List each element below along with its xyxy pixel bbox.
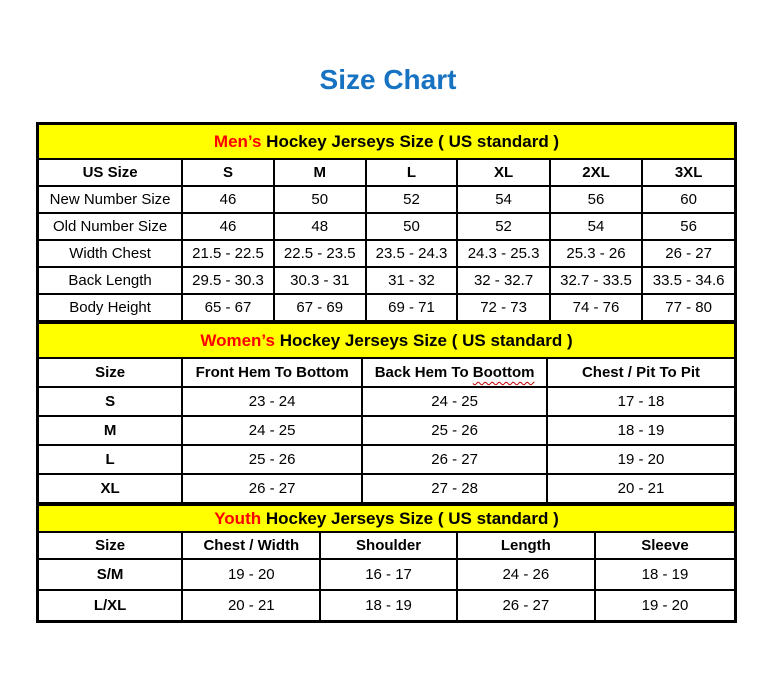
womens-column-header: Chest / Pit To Pit: [547, 359, 734, 387]
womens-cell: 18 - 19: [547, 416, 734, 445]
mens-table: [39, 160, 734, 322]
mens-column-header: M: [274, 160, 366, 186]
page-title: Size Chart: [319, 64, 457, 95]
mens-cell: 21.5 - 22.5: [182, 240, 274, 267]
mens-cell: 32 - 32.7: [457, 267, 549, 294]
mens-cell: 24.3 - 25.3: [457, 240, 549, 267]
womens-header-accent: Women’s: [200, 331, 275, 350]
mens-cell: 46: [182, 186, 274, 213]
youth-column-header: Length: [457, 533, 595, 559]
womens-cell: 23 - 24: [182, 387, 362, 416]
mens-cell: 22.5 - 23.5: [274, 240, 366, 267]
youth-table-row: [39, 559, 734, 590]
mens-table-row: [39, 240, 734, 267]
youth-row-label: S/M: [39, 559, 182, 590]
womens-row-label: L: [39, 445, 182, 474]
mens-cell: 72 - 73: [457, 294, 549, 321]
mens-cell: 50: [366, 213, 458, 240]
womens-header-row: [39, 359, 734, 387]
mens-table-row: [39, 213, 734, 240]
womens-cell: 25 - 26: [362, 416, 547, 445]
youth-section-header: [39, 504, 734, 533]
mens-header-row: [39, 160, 734, 186]
mens-cell: 56: [642, 213, 734, 240]
youth-section: [39, 504, 734, 620]
mens-header-text: Hockey Jerseys Size ( US standard ): [261, 132, 560, 151]
womens-cell: 17 - 18: [547, 387, 734, 416]
mens-cell: 56: [550, 186, 642, 213]
mens-header-accent: Men’s: [213, 132, 262, 151]
youth-table: [39, 533, 734, 620]
womens-header-text: Hockey Jerseys Size ( US standard ): [274, 331, 573, 350]
size-chart: [36, 122, 737, 623]
mens-column-header: 3XL: [642, 160, 734, 186]
womens-table: [39, 359, 734, 504]
mens-column-header: L: [366, 160, 458, 186]
mens-row-label: Old Number Size: [39, 213, 182, 240]
youth-column-header: Sleeve: [595, 533, 734, 559]
youth-table-row: [39, 590, 734, 620]
womens-table-row: [39, 474, 734, 503]
womens-column-header: Front Hem To Bottom: [182, 359, 362, 387]
mens-cell: 77 - 80: [642, 294, 734, 321]
womens-table-row: [39, 387, 734, 416]
mens-cell: 32.7 - 33.5: [550, 267, 642, 294]
mens-table-row: [39, 186, 734, 213]
womens-row-label: XL: [39, 474, 182, 503]
youth-cell: 19 - 20: [595, 590, 734, 620]
mens-column-header: S: [182, 160, 274, 186]
womens-section-header: [39, 322, 734, 359]
womens-section: [39, 322, 734, 504]
mens-cell: 25.3 - 26: [550, 240, 642, 267]
mens-cell: 60: [642, 186, 734, 213]
womens-cell: 20 - 21: [547, 474, 734, 503]
mens-section-header: [39, 125, 734, 160]
womens-column-header: Back Hem To Boottom: [362, 359, 547, 387]
youth-cell: 19 - 20: [182, 559, 320, 590]
mens-column-header: 2XL: [550, 160, 642, 186]
youth-cell: 20 - 21: [182, 590, 320, 620]
youth-header-text: Hockey Jerseys Size ( US standard ): [261, 509, 559, 528]
mens-cell: 54: [457, 186, 549, 213]
mens-cell: 54: [550, 213, 642, 240]
mens-section: [39, 125, 734, 322]
mens-column-header: US Size: [39, 160, 182, 186]
youth-column-header: Chest / Width: [182, 533, 320, 559]
mens-cell: 30.3 - 31: [274, 267, 366, 294]
mens-cell: 50: [274, 186, 366, 213]
youth-column-header: Shoulder: [320, 533, 456, 559]
womens-cell: 25 - 26: [182, 445, 362, 474]
womens-row-label: S: [39, 387, 182, 416]
mens-cell: 52: [457, 213, 549, 240]
mens-table-row: [39, 267, 734, 294]
youth-header-row: [39, 533, 734, 559]
youth-row-label: L/XL: [39, 590, 182, 620]
youth-cell: 18 - 19: [320, 590, 456, 620]
womens-table-row: [39, 416, 734, 445]
mens-cell: 48: [274, 213, 366, 240]
womens-row-label: M: [39, 416, 182, 445]
mens-cell: 65 - 67: [182, 294, 274, 321]
mens-cell: 29.5 - 30.3: [182, 267, 274, 294]
mens-row-label: Back Length: [39, 267, 182, 294]
womens-cell: 24 - 25: [182, 416, 362, 445]
mens-cell: 33.5 - 34.6: [642, 267, 734, 294]
womens-cell: 27 - 28: [362, 474, 547, 503]
youth-header-accent: Youth: [214, 509, 262, 528]
mens-row-label: Body Height: [39, 294, 182, 321]
mens-cell: 52: [366, 186, 458, 213]
mens-cell: 74 - 76: [550, 294, 642, 321]
mens-row-label: New Number Size: [39, 186, 182, 213]
womens-cell: 24 - 25: [362, 387, 547, 416]
youth-cell: 18 - 19: [595, 559, 734, 590]
womens-cell: 26 - 27: [362, 445, 547, 474]
womens-cell: 26 - 27: [182, 474, 362, 503]
mens-cell: 69 - 71: [366, 294, 458, 321]
womens-cell: 19 - 20: [547, 445, 734, 474]
mens-column-header: XL: [457, 160, 549, 186]
youth-cell: 24 - 26: [457, 559, 595, 590]
womens-column-header: Size: [39, 359, 182, 387]
mens-cell: 31 - 32: [366, 267, 458, 294]
mens-table-row: [39, 294, 734, 321]
mens-cell: 46: [182, 213, 274, 240]
youth-cell: 16 - 17: [320, 559, 456, 590]
misspelled-word: Boottom: [472, 364, 535, 381]
mens-cell: 67 - 69: [274, 294, 366, 321]
mens-cell: 26 - 27: [642, 240, 734, 267]
womens-table-row: [39, 445, 734, 474]
mens-row-label: Width Chest: [39, 240, 182, 267]
mens-cell: 23.5 - 24.3: [366, 240, 458, 267]
youth-column-header: Size: [39, 533, 182, 559]
youth-cell: 26 - 27: [457, 590, 595, 620]
